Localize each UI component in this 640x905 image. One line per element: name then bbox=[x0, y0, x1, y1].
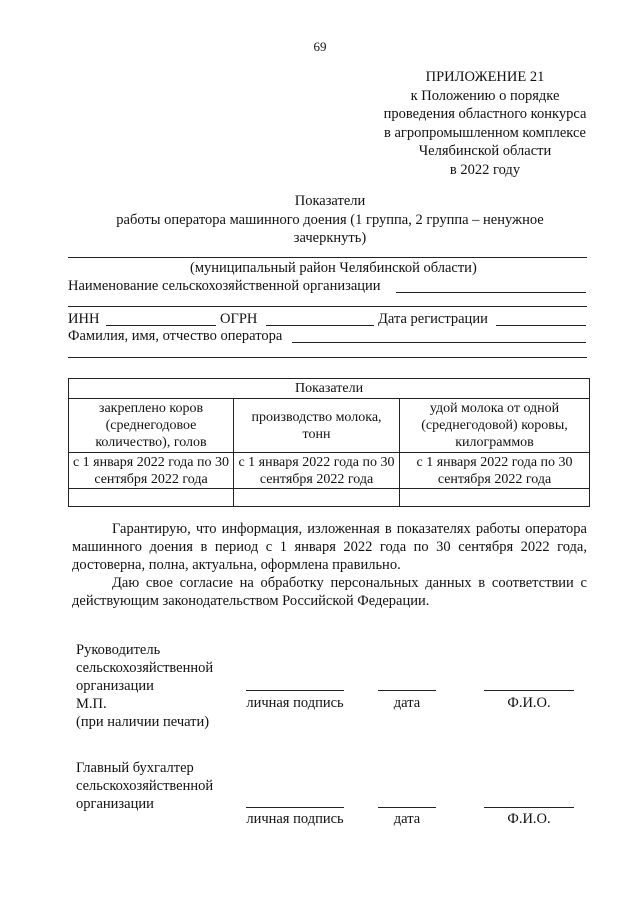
period-cell: с 1 января 2022 года по 30 сентября 2022 года bbox=[69, 453, 234, 489]
accountant-signature-block bbox=[76, 759, 213, 813]
accountant-title-line: сельскохозяйственной bbox=[76, 778, 214, 794]
value-cell-milk[interactable] bbox=[234, 489, 400, 507]
accountant-date-line[interactable] bbox=[378, 807, 436, 808]
operator-label: Фамилия, имя, отчество оператора bbox=[68, 328, 283, 344]
page-number: 69 bbox=[313, 39, 327, 54]
inn-label: ИНН bbox=[68, 311, 100, 327]
head-title-line: сельскохозяйственной bbox=[76, 660, 214, 676]
accountant-title-line: организации bbox=[76, 796, 154, 812]
accountant-signature-caption: личная подпись bbox=[246, 811, 344, 827]
period-cell: с 1 января 2022 года по 30 сентября 2022 года bbox=[234, 453, 400, 489]
indicators-table bbox=[68, 378, 590, 507]
head-title-line: Руководитель bbox=[76, 642, 161, 658]
heading-title: Показатели bbox=[294, 193, 366, 209]
accountant-name-caption: Ф.И.О. bbox=[507, 811, 551, 827]
column-milk-production: производство молока, тонн bbox=[234, 399, 400, 453]
appendix-header bbox=[370, 68, 600, 179]
ogrn-fill-line[interactable] bbox=[266, 325, 374, 326]
org-name-fill-line[interactable] bbox=[396, 292, 586, 293]
heading-subtitle: работы оператора машинного доения (1 группа, 2 группа – ненужное bbox=[116, 211, 544, 228]
guarantee-paragraph: Гарантирую, что информация, изложенная в показателях работы оператора машинного доения в период с 1 января 2022 года по 30 сентября 2022 года, достоверна, полна, актуальна, оформлена правильно. bbox=[72, 521, 587, 573]
table-period-row bbox=[69, 453, 590, 489]
document-heading bbox=[60, 192, 600, 248]
district-caption: (муниципальный район Челябинской области) bbox=[190, 260, 477, 276]
head-signature-caption: личная подпись bbox=[246, 695, 344, 711]
value-cell-cows[interactable] bbox=[69, 489, 234, 507]
head-date-caption: дата bbox=[393, 695, 421, 711]
value-cell-yield[interactable] bbox=[400, 489, 590, 507]
district-fill-line[interactable] bbox=[68, 257, 587, 258]
inn-fill-line[interactable] bbox=[106, 325, 216, 326]
appendix-line: в агропромышленном комплексе bbox=[383, 124, 586, 141]
appendix-line: проведения областного конкурса bbox=[383, 106, 587, 122]
head-signature-line[interactable] bbox=[246, 690, 344, 691]
operator-fill-line[interactable] bbox=[292, 342, 586, 343]
table-value-row bbox=[69, 489, 590, 507]
accountant-title-line: Главный бухгалтер bbox=[76, 760, 194, 776]
table-header-cell: Показатели bbox=[69, 379, 590, 399]
appendix-line: в 2022 году bbox=[449, 161, 521, 178]
accountant-signature-line[interactable] bbox=[246, 807, 344, 808]
head-date-line[interactable] bbox=[378, 690, 436, 691]
org-name-label: Наименование сельскохозяйственной организации bbox=[68, 278, 381, 294]
stamp-note: (при наличии печати) bbox=[76, 714, 210, 730]
heading-subtitle-cont: зачеркнуть) bbox=[293, 230, 367, 246]
reg-date-label: Дата регистрации bbox=[378, 311, 488, 327]
head-signature-block bbox=[76, 641, 213, 731]
table-header-row bbox=[69, 379, 590, 399]
table-columns-row bbox=[69, 399, 590, 453]
head-name-line[interactable] bbox=[484, 690, 574, 691]
ogrn-label: ОГРН bbox=[220, 311, 258, 327]
accountant-date-caption: дата bbox=[393, 811, 421, 827]
appendix-title: ПРИЛОЖЕНИЕ 21 bbox=[425, 69, 545, 85]
operator-fill-line-2[interactable] bbox=[68, 357, 587, 358]
period-cell: с 1 января 2022 года по 30 сентября 2022 года bbox=[400, 453, 590, 489]
column-milk-yield: удой молока от одной (среднегодовой) коровы, килограммов bbox=[400, 399, 590, 453]
head-name-caption: Ф.И.О. bbox=[507, 695, 551, 711]
appendix-line: Челябинской области bbox=[418, 143, 552, 159]
appendix-line: к Положению о порядке bbox=[410, 87, 560, 104]
stamp-label: М.П. bbox=[76, 696, 107, 712]
accountant-name-line[interactable] bbox=[484, 807, 574, 808]
consent-paragraph: Даю свое согласие на обработку персональных данных в соответствии с действующим законодательством Российской Федерации. bbox=[72, 575, 587, 609]
org-name-fill-line-2[interactable] bbox=[68, 306, 587, 307]
reg-date-fill-line[interactable] bbox=[496, 325, 586, 326]
head-title-line: организации bbox=[76, 678, 154, 694]
column-cows: закреплено коров (среднегодовое количество), голов bbox=[69, 399, 234, 453]
